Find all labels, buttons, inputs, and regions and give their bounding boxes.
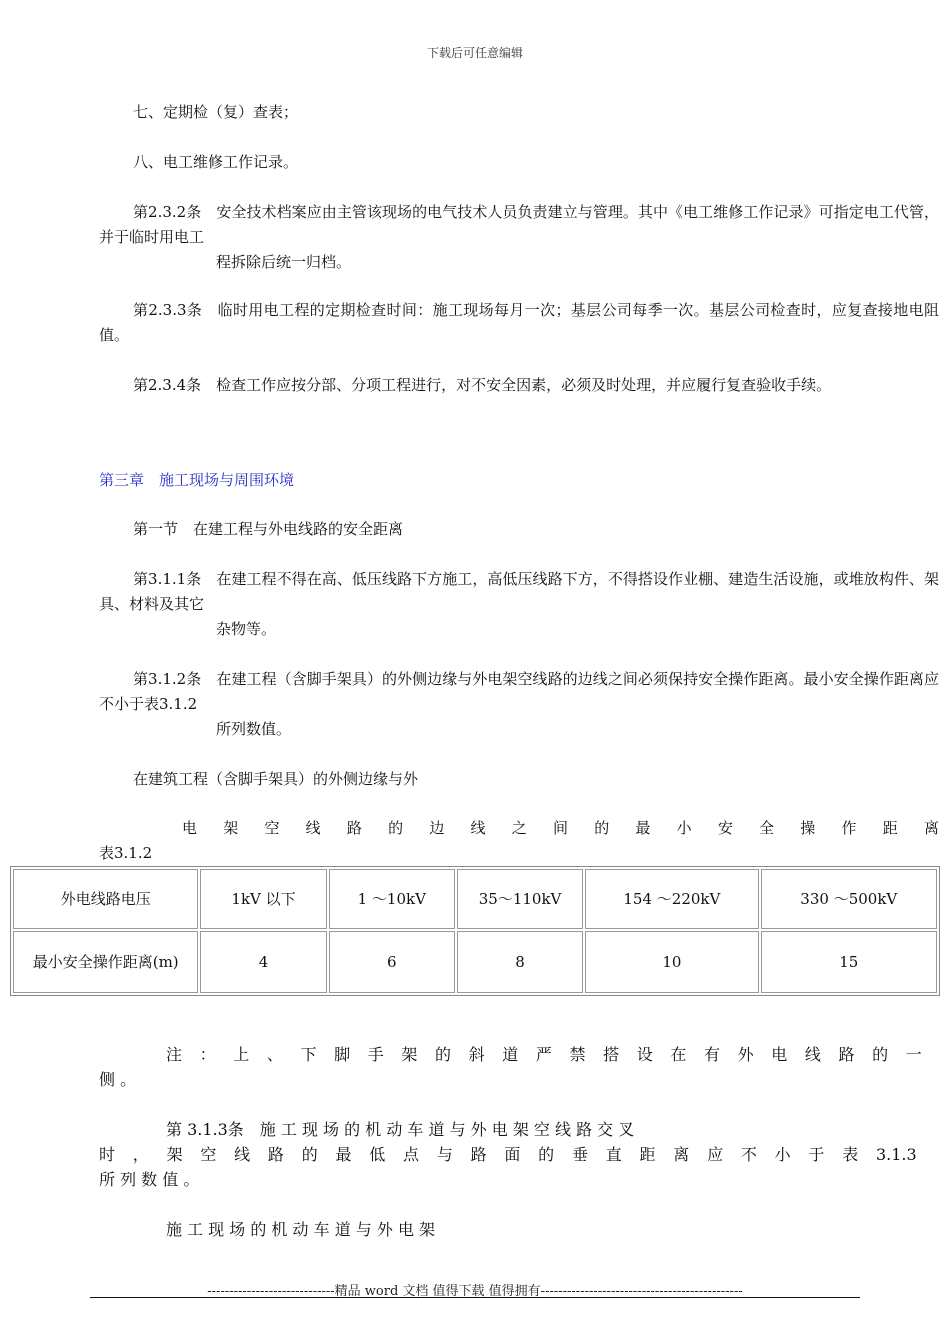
caption-char: 线 [305, 819, 321, 837]
chapter-title[interactable]: 第三章 施工现场与周围环境 [99, 471, 295, 489]
note-char: 、 [266, 1045, 283, 1064]
table-row [13, 869, 937, 929]
table-cell: 1kV 以下 [200, 869, 326, 929]
article-3-1-1 [99, 567, 939, 642]
note-char: 一 [905, 1045, 922, 1064]
note-char: 手 [367, 1045, 384, 1064]
note-char: 斜 [468, 1045, 485, 1064]
article-char: 距 [639, 1145, 656, 1164]
article-char: 点 [403, 1145, 420, 1164]
caption-char: 线 [470, 819, 486, 837]
note-char: 搭 [603, 1045, 620, 1064]
table-cell: 35～110kV [457, 869, 583, 929]
article-char: 应 [707, 1145, 724, 1164]
article-char: 的 [538, 1145, 555, 1164]
caption-char: 安 [717, 819, 733, 837]
caption-char: 的 [388, 819, 404, 837]
article-char: 面 [504, 1145, 521, 1164]
article-3-1-2-continuation: 所列数值。 [216, 720, 292, 738]
article-2-3-2 [99, 200, 939, 275]
note-char: 架 [401, 1045, 418, 1064]
table-cell: 10 [585, 931, 758, 993]
note-char: 外 [737, 1045, 754, 1064]
caption-char: 作 [841, 819, 857, 837]
table-note-line2: 侧 。 [99, 1070, 137, 1089]
caption-char: 操 [800, 819, 816, 837]
table-cell: 1 ～10kV [329, 869, 455, 929]
article-char: 3.1.3 [875, 1145, 917, 1164]
article-char: 的 [301, 1145, 318, 1164]
caption-char: 间 [552, 819, 568, 837]
article-char: 小 [774, 1145, 791, 1164]
article-char: 不 [740, 1145, 757, 1164]
article-char: 时 [99, 1145, 116, 1164]
note-char: 的 [435, 1045, 452, 1064]
table-cell: 154 ～220kV [585, 869, 758, 929]
article-char: 路 [267, 1145, 284, 1164]
caption-char: 离 [923, 819, 939, 837]
distance-table [10, 866, 940, 996]
article-char: 线 [234, 1145, 251, 1164]
note-char: 注 [166, 1045, 183, 1064]
article-char: 低 [369, 1145, 386, 1164]
note-char: 设 [636, 1045, 653, 1064]
article-char: 垂 [571, 1145, 588, 1164]
note-char: 在 [670, 1045, 687, 1064]
page-header: 下载后可任意编辑 [426, 46, 523, 60]
article-3-1-1-continuation: 杂物等。 [216, 620, 277, 638]
article-char: 路 [470, 1145, 487, 1164]
article-2-3-4 [99, 373, 939, 398]
caption-char: 路 [346, 819, 362, 837]
caption-char: 空 [264, 819, 280, 837]
note-char: 有 [704, 1045, 721, 1064]
table-cell: 8 [457, 931, 583, 993]
caption-char: 架 [223, 819, 239, 837]
article-3-1-3-line1: 第 3.1.3条 施 工 现 场 的 机 动 车 道 与 外 电 架 空 线 路 交 叉 [166, 1120, 635, 1139]
table-cell: 330 ～500kV [761, 869, 937, 929]
article-char: 表 [842, 1145, 859, 1164]
section-title: 第一节 在建工程与外电线路的安全距离 [133, 520, 404, 538]
article-char: 离 [673, 1145, 690, 1164]
note-char: 禁 [569, 1045, 586, 1064]
note-char: 的 [872, 1045, 889, 1064]
table-note-line1 [166, 1042, 922, 1067]
caption-char: 之 [511, 819, 527, 837]
table-cell-header: 最小安全操作距离(m) [13, 931, 198, 993]
table-cell: 15 [761, 931, 937, 993]
article-char: 直 [605, 1145, 622, 1164]
page-footer: -----------------------------精品 word 文档 值得下载 值得拥有---------------------------------------------- [207, 1284, 743, 1299]
article-3-1-2-text: 第3.1.2条 在建工程（含脚手架具）的外侧边缘与外电架空线路的边线之间必须保持安全操作距离。最小安全操作距离应不小于表3.1.2 [99, 670, 939, 713]
article-char: 最 [335, 1145, 352, 1164]
article-2-3-2-continuation: 程拆除后统一归档。 [216, 253, 352, 271]
caption-char: 全 [759, 819, 775, 837]
table-row [13, 931, 937, 993]
caption-char: 小 [676, 819, 692, 837]
table-cell-header: 外电线路电压 [13, 869, 198, 929]
article-char: 与 [436, 1145, 453, 1164]
article-3-1-3-line3: 所 列 数 值 。 [99, 1170, 200, 1189]
note-char: ： [199, 1045, 216, 1064]
article-char: ， [132, 1145, 149, 1164]
article-char: 空 [200, 1145, 217, 1164]
list-item-8: 八、电工维修工作记录。 [133, 153, 299, 171]
table-label: 表3.1.2 [99, 844, 153, 862]
article-3-1-3-line2 [99, 1142, 917, 1167]
article-2-3-2-text: 第2.3.2条 安全技术档案应由主管该现场的电气技术人员负责建立与管理。其中《电工维修工作记录》可指定电工代管，并于临时用电工 [99, 203, 939, 246]
note-char: 路 [838, 1045, 855, 1064]
table-cell: 4 [200, 931, 326, 993]
article-2-3-3-text: 第2.3.3条 临时用电工程的定期检查时间：施工现场每月一次；基层公司每季一次。基层公司检查时，应复查接地电阻值。 [99, 301, 939, 344]
footer-divider [90, 1297, 860, 1298]
note-char: 严 [535, 1045, 552, 1064]
caption-char: 最 [635, 819, 651, 837]
table-note [166, 1042, 922, 1067]
article-3-1-2 [99, 667, 939, 742]
caption-char: 距 [882, 819, 898, 837]
caption-char: 边 [429, 819, 445, 837]
note-char: 上 [233, 1045, 250, 1064]
table-cell: 6 [329, 931, 455, 993]
note-char: 电 [771, 1045, 788, 1064]
note-char: 下 [300, 1045, 317, 1064]
last-line: 施 工 现 场 的 机 动 车 道 与 外 电 架 [166, 1220, 436, 1239]
table-caption [182, 817, 939, 838]
article-2-3-3 [99, 298, 939, 348]
caption-char: 电 [182, 819, 198, 837]
note-char: 道 [502, 1045, 519, 1064]
article-3-1-1-text: 第3.1.1条 在建工程不得在高、低压线路下方施工，高低压线路下方，不得搭设作业棚、建造生活设施，或堆放构件、架具、材料及其它 [99, 570, 939, 613]
caption-char: 的 [594, 819, 610, 837]
article-char: 架 [166, 1145, 183, 1164]
note-char: 线 [804, 1045, 821, 1064]
article-2-3-4-text: 第2.3.4条 检查工作应按分部、分项工程进行，对不安全因素，必须及时处理，并应履行复查验收手续。 [133, 376, 832, 394]
article-char: 于 [808, 1145, 825, 1164]
list-item-7: 七、定期检（复）查表； [133, 103, 299, 121]
note-char: 脚 [334, 1045, 351, 1064]
table-intro: 在建筑工程（含脚手架具）的外侧边缘与外 [133, 770, 419, 788]
